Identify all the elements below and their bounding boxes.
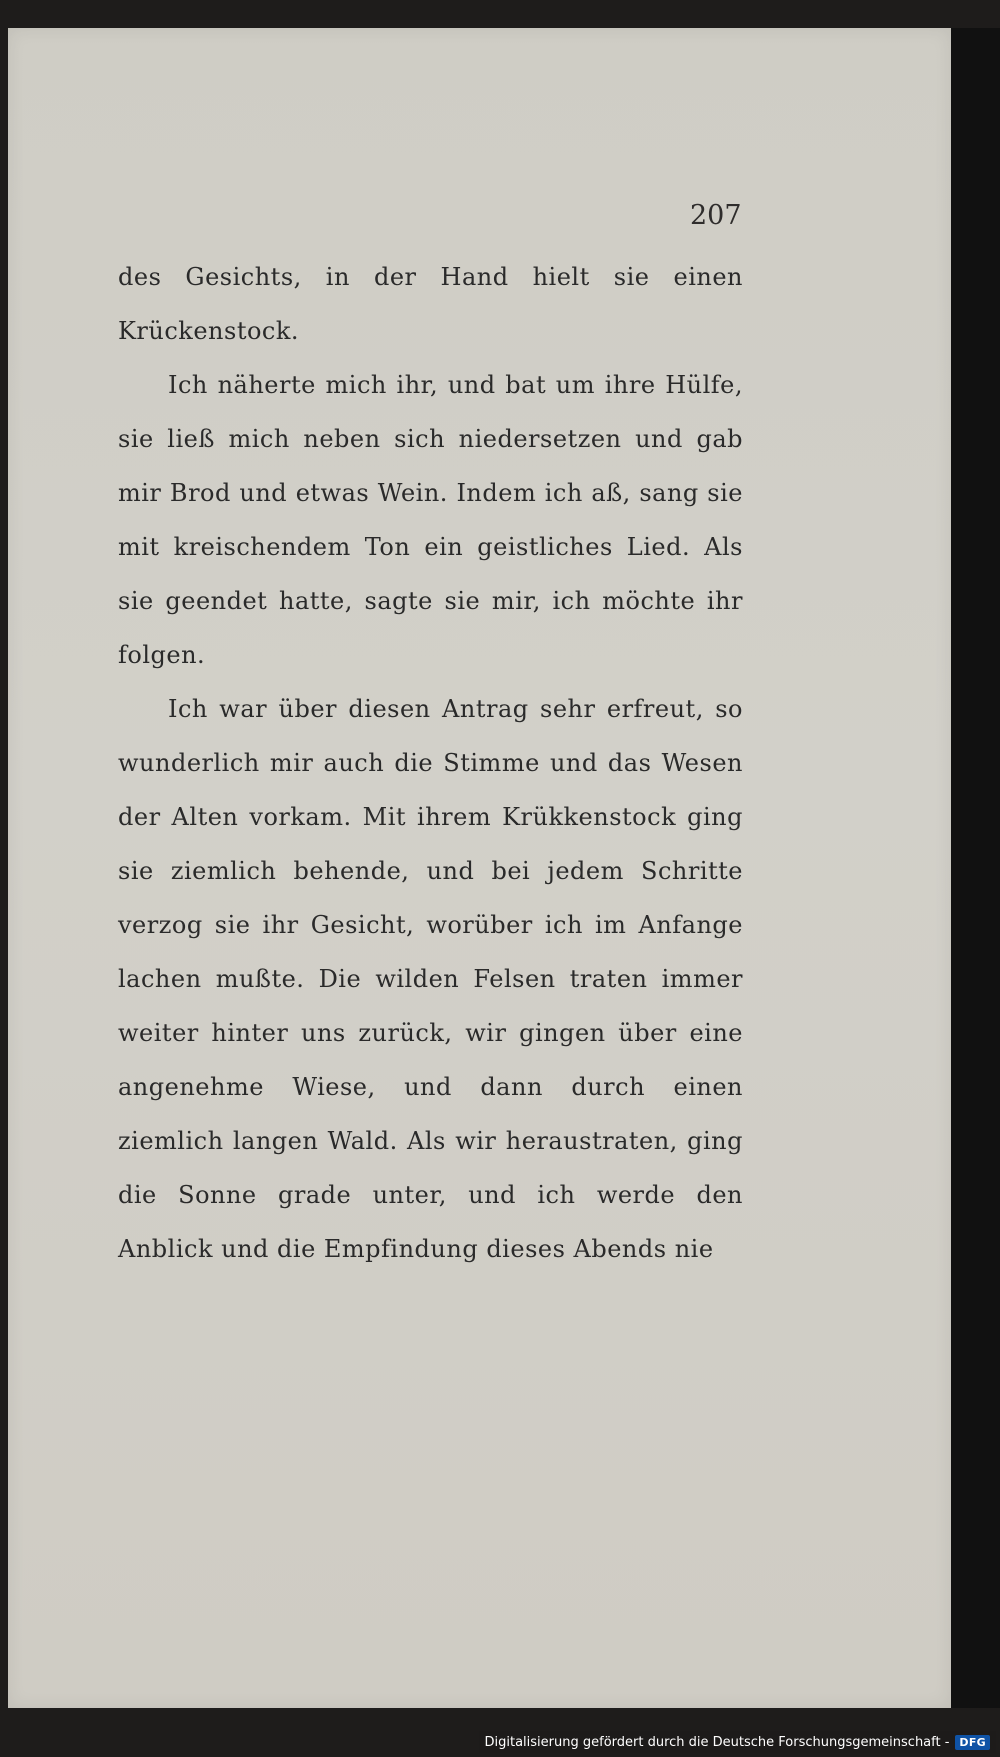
page-number: 207 <box>690 200 742 231</box>
page-edge <box>951 28 1000 1708</box>
body-text <box>118 250 743 1276</box>
paragraph-2: Ich näherte mich ihr, und bat um ihre Hülfe, sie ließ mich neben sich niedersetzen und gab mir Brod und etwas Wein. Indem ich aß, sang sie mit kreischendem Ton ein geistliches Lied. Als sie geendet hatte, sagte sie mir, ich möchte ihr folgen. <box>118 371 743 669</box>
paragraph-3: Ich war über diesen Antrag sehr erfreut, so wunderlich mir auch die Stimme und das Wesen der Alten vorkam. Mit ihrem Krükkenstock ging sie ziemlich behende, und bei jedem Schritte verzog sie ihr Gesicht, worüber ich im Anfange lachen mußte. Die wilden Felsen traten immer weiter hinter uns zurück, wir gingen über eine angenehme Wiese, und dann durch einen ziemlich langen Wald. Als wir heraustraten, ging die Sonne grade unter, und ich werde den Anblick und die Empfindung dieses Abends nie <box>118 695 743 1263</box>
paragraph-1: des Gesichts, in der Hand hielt sie einen Krückenstock. <box>118 263 743 345</box>
digitization-credit <box>479 1731 997 1753</box>
dfg-logo: DFG <box>955 1735 990 1750</box>
credit-text: Digitalisierung gefördert durch die Deutsche Forschungsgemeinschaft - <box>484 1734 950 1750</box>
